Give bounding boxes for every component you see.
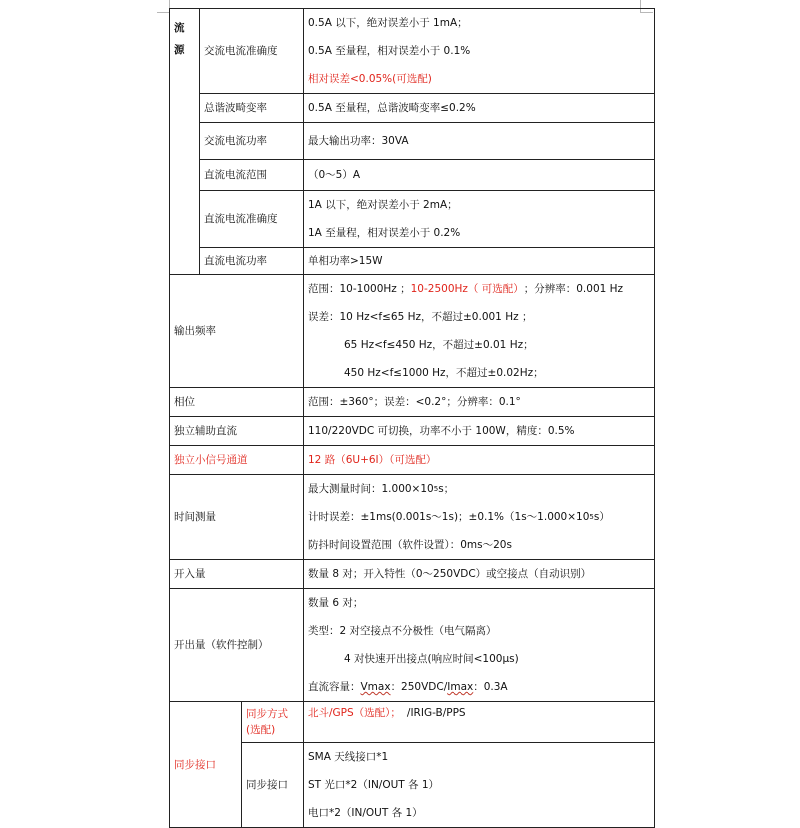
dc-range-label: 直流电流范围 <box>200 160 304 191</box>
binary-in-value: 数量 8 对；开入特性（0～250VDC）或空接点（自动识别） <box>308 568 592 580</box>
timing-label: 时间测量 <box>170 475 304 560</box>
binary-out-line-3: 4 对快速开出接点(响应时间<100μs) <box>344 653 519 665</box>
row-thd <box>170 94 655 123</box>
row-binary-in <box>170 560 655 589</box>
spec-table <box>169 8 655 828</box>
row-dc-power <box>170 248 655 275</box>
dc-power-label: 直流电流功率 <box>200 248 304 275</box>
frequency-error-line-1: 误差：10 Hz<f≤65 Hz，不超过±0.001 Hz ； <box>308 311 533 323</box>
capacity-imax: Imax <box>447 681 474 693</box>
ac-accuracy-value <box>304 9 655 94</box>
ac-power-value: 最大输出功率：30VA <box>308 135 409 147</box>
binary-in-label: 开入量 <box>170 560 304 589</box>
dc-accuracy-line-2: 1A 至量程，相对误差小于 0.2% <box>308 227 461 239</box>
binary-out-label: 开出量（软件控制） <box>170 589 304 702</box>
sync-mode-value <box>308 702 650 724</box>
timing-line-1: 最大测量时间：1.000×10 5 s； <box>308 483 455 495</box>
frequency-error-line-3: 450 Hz<f≤1000 Hz，不超过±0.02Hz； <box>344 367 544 379</box>
phase-label: 相位 <box>170 388 304 417</box>
row-sync-iface <box>170 743 655 828</box>
row-binary-out <box>170 589 655 702</box>
row-phase <box>170 388 655 417</box>
row-ac-power <box>170 123 655 160</box>
small-signal-value: 12 路（6U+6I）（可选配） <box>308 454 437 466</box>
row-dc-accuracy <box>170 191 655 248</box>
timing-line-2-text: 计时误差：±1ms(0.001s～1s)；±0.1%（1s～1.000×10 <box>308 511 590 523</box>
capacity-prefix: 直流容量： <box>308 681 361 693</box>
frequency-range-suffix: ；分辨率：0.001 Hz <box>523 283 624 295</box>
timing-line-3: 防抖时间设置范围（软件设置）：0ms～20s <box>308 539 512 551</box>
ac-accuracy-line-1: 0.5A 以下，绝对误差小于 1mA； <box>308 17 468 29</box>
row-small-signal <box>170 446 655 475</box>
aux-dc-value: 110/220VDC 可切换，功率不小于 100W，精度：0.5% <box>308 425 575 437</box>
source-category-a: 流 <box>174 22 185 34</box>
capacity-vmax: Vmax <box>360 681 391 693</box>
timing-line-1-unit: s； <box>438 483 455 495</box>
sync-mode-standard: /IRIG-B/PPS <box>406 707 466 719</box>
frequency-range-prefix: 范围：10-1000Hz ； <box>308 283 411 295</box>
binary-out-capacity-line <box>308 673 650 701</box>
aux-dc-label: 独立辅助直流 <box>170 417 304 446</box>
small-signal-label: 独立小信号通道 <box>170 446 304 475</box>
dc-range-value: （0～5）A <box>308 169 361 181</box>
timing-line-2-unit: s） <box>593 511 610 523</box>
ac-accuracy-line-3: 相对误差<0.05%(可选配) <box>308 73 432 85</box>
timing-line-1-text: 最大测量时间：1.000×10 <box>308 483 434 495</box>
source-category-cell <box>170 9 200 275</box>
timing-line-2: 计时误差：±1ms(0.001s～1s)；±0.1%（1s～1.000×10 5 s） <box>308 511 610 523</box>
dc-accuracy-line-1: 1A 以下，绝对误差小于 2mA； <box>308 199 458 211</box>
binary-out-line-1: 数量 6 对； <box>308 597 364 609</box>
phase-value: 范围：±360°；误差：<0.2°；分辨率：0.1° <box>308 396 521 408</box>
sync-iface-line-3: 电口*2（IN/OUT 各 1） <box>308 807 423 819</box>
frequency-label: 输出频率 <box>170 275 304 388</box>
capacity-mid: ：250VDC/ <box>390 681 448 693</box>
thd-label: 总谐波畸变率 <box>200 94 304 123</box>
frequency-range-optional: 10-2500Hz（ 可选配） <box>410 283 524 295</box>
dc-power-value: 单相功率>15W <box>308 255 383 267</box>
row-dc-range <box>170 160 655 191</box>
sync-label: 同步接口 <box>170 702 242 828</box>
row-ac-accuracy <box>170 9 655 94</box>
ac-accuracy-label: 交流电流准确度 <box>200 9 304 94</box>
sync-mode-label: 同步方式(选配) <box>242 702 304 743</box>
source-category-b: 源 <box>174 44 185 56</box>
ac-power-label: 交流电流功率 <box>200 123 304 160</box>
sync-mode-optional: 北斗/GPS（选配）； <box>308 707 401 719</box>
sync-iface-line-1: SMA 天线接口*1 <box>308 751 389 763</box>
dc-accuracy-label: 直流电流准确度 <box>200 191 304 248</box>
row-sync-mode <box>170 702 655 743</box>
row-timing <box>170 475 655 560</box>
frequency-error-line-2: 65 Hz<f≤450 Hz，不超过±0.01 Hz； <box>344 339 534 351</box>
sync-iface-line-2: ST 光口*2（IN/OUT 各 1） <box>308 779 440 791</box>
row-frequency <box>170 275 655 388</box>
row-aux-dc <box>170 417 655 446</box>
binary-out-line-2: 类型：2 对空接点不分极性（电气隔离） <box>308 625 497 637</box>
sync-iface-label: 同步接口 <box>242 743 304 828</box>
ac-accuracy-line-2: 0.5A 至量程，相对误差小于 0.1% <box>308 45 471 57</box>
capacity-suffix: ：0.3A <box>473 681 508 693</box>
thd-value: 0.5A 至量程，总谐波畸变率≤0.2% <box>308 102 476 114</box>
frequency-range-line <box>308 275 650 303</box>
